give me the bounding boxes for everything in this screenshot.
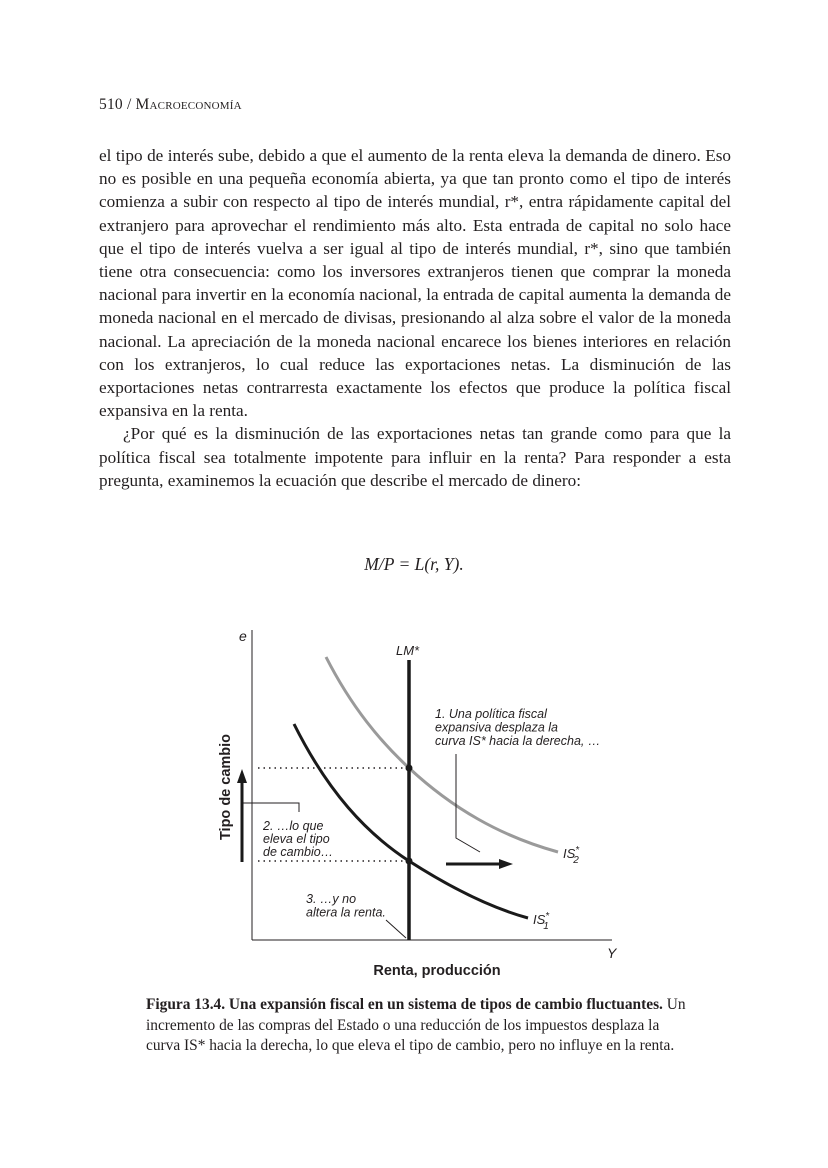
annotation-2-leader <box>242 803 299 812</box>
annotation-1: 1. Una política fiscal expansiva desplaza la curva IS* hacia la derecha, … <box>435 707 601 748</box>
page-number: 510 <box>99 96 123 113</box>
equilibrium-point-new <box>406 765 413 772</box>
is2-label: IS* 2 <box>563 845 580 866</box>
shift-arrow-head <box>499 859 513 869</box>
annotation-3: 3. …y no altera la renta. <box>306 892 386 920</box>
x-axis-symbol: Y <box>607 945 617 961</box>
caption-text: Un incremento de las compras del Estado o una reducción de los impuestos desplaza la curva IS* hacia la derecha, lo que eleva el tipo de cambio, pero no influye en la renta. <box>146 996 686 1054</box>
annotation-1-leader <box>456 754 480 852</box>
equilibrium-point-initial <box>406 858 413 865</box>
money-market-equation: M/P = L(r, Y). <box>364 554 464 574</box>
y-axis-symbol: e <box>239 628 247 644</box>
y-axis-title: Tipo de cambio <box>218 733 234 841</box>
running-head-separator: / <box>126 96 132 113</box>
is1-curve <box>294 724 528 918</box>
exchange-rate-arrow-head <box>237 769 247 783</box>
caption-title: Figura 13.4. Una expansión fiscal en un sistema de tipos de cambio fluctuantes. <box>146 996 663 1013</box>
x-axis-title: Renta, producción <box>373 963 501 979</box>
figure-caption <box>146 995 686 1057</box>
annotation-2: 2. …lo que eleva el tipo de cambio… <box>263 819 334 859</box>
book-title: Macroeconomía <box>135 96 242 113</box>
lm-label: LM* <box>396 643 420 658</box>
paragraph-2: ¿Por qué es la disminución de las exportaciones netas tan grande como para que la política fiscal sea totalmente impotente para influir en la renta? Para responder a esta pregunta, examinemos la ecuación que describe el mercado de dinero: <box>99 424 731 490</box>
paragraph-1: el tipo de interés sube, debido a que el aumento de la renta eleva la demanda de dinero. Eso no es posible en una pequeña economía abierta, ya que tan pronto como el tipo de interés comienza a subir con respecto al tipo de interés mundial, r*, entra rápidamente capital del extranjero para aprovechar el rendimiento más alto. Esta entrada de capital no solo hace que el tipo de interés vuelva a ser igual al tipo de interés mundial, r*, sino que también tiene otra consecuencia: como los inversores extranjeros tienen que comprar la moneda nacional para invertir en la economía nacional, la entrada de capital aumenta la demanda de moneda nacional en el mercado de divisas, presionando al alza sobre el valor de la moneda nacional. La apreciación de la moneda nacional encarece los bienes interiores en relación con los extranjeros, lo cual reduce las exportaciones netas. La disminución de las exportaciones netas contrarresta exactamente los efectos que produce la política fiscal expansiva en la renta. <box>99 146 731 421</box>
annotation-3-leader <box>386 920 406 938</box>
is1-label: IS* 1 <box>533 911 550 932</box>
